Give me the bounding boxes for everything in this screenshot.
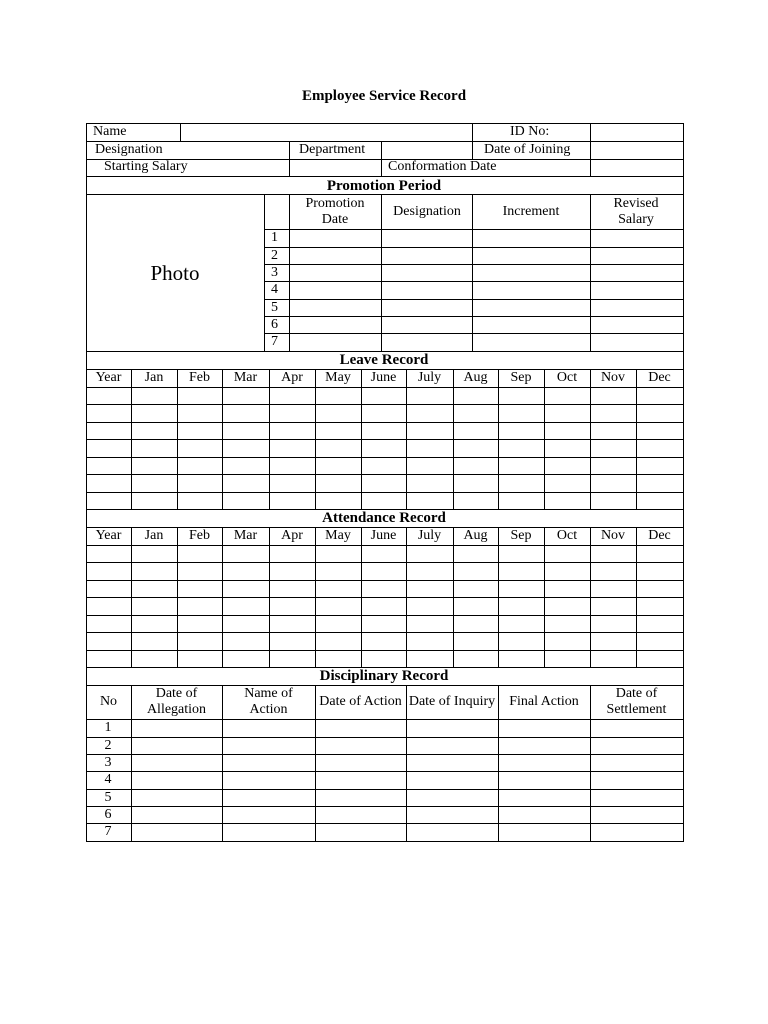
attendance-column-header: June: [370, 528, 397, 543]
grid-line: [289, 141, 290, 177]
disciplinary-row-number: 4: [104, 772, 112, 787]
grid-line: [590, 123, 591, 177]
attendance-column-header: Apr: [281, 528, 303, 543]
id-label: ID No:: [510, 124, 550, 139]
disciplinary-row-number: 6: [104, 806, 112, 822]
grid-line: [264, 247, 684, 248]
grid-line: [86, 404, 684, 405]
promotion-row-number: 7: [271, 334, 278, 349]
disciplinary-row-number: 2: [104, 737, 112, 753]
grid-line: [86, 580, 684, 581]
grid-line: [544, 369, 545, 510]
photo-label: Photo: [150, 261, 200, 285]
leave-column-header: Feb: [189, 370, 210, 385]
grid-line: [590, 194, 591, 352]
attendance-column-header: Mar: [233, 528, 258, 543]
grid-line: [86, 562, 684, 563]
attendance-column-header: Sep: [510, 528, 532, 543]
page-title: Employee Service Record: [301, 88, 467, 104]
leave-heading: Leave Record: [339, 352, 429, 368]
grid-line: [381, 194, 382, 352]
grid-line: [86, 841, 684, 842]
grid-line: [86, 771, 684, 772]
promotion-row-number: 1: [271, 230, 278, 245]
service-record-form: [86, 123, 683, 841]
promotion-column-header: Designation: [393, 204, 461, 219]
disciplinary-column-header: No: [99, 694, 118, 709]
promotion-row-number: 5: [271, 299, 278, 315]
grid-line: [86, 597, 684, 598]
grid-line: [131, 527, 132, 668]
grid-line: [472, 123, 473, 142]
promotion-row-number: 6: [271, 316, 278, 332]
grid-line: [264, 333, 684, 334]
grid-line: [177, 527, 178, 668]
grid-line: [86, 422, 684, 423]
grid-line: [86, 439, 684, 440]
grid-line: [264, 281, 684, 282]
attendance-column-header: Nov: [600, 528, 626, 543]
leave-column-header: Aug: [463, 370, 488, 385]
grid-line: [264, 194, 265, 352]
starting-salary-label: Starting Salary: [104, 159, 188, 174]
leave-column-header: Dec: [648, 370, 671, 385]
grid-line: [498, 527, 499, 668]
disciplinary-column-header: Date of Settlement: [606, 686, 667, 717]
grid-line: [86, 141, 684, 142]
grid-line: [86, 387, 684, 388]
grid-line: [222, 685, 223, 842]
grid-line: [472, 194, 473, 352]
department-label: Department: [299, 142, 366, 157]
leave-column-header: July: [417, 370, 442, 385]
grid-line: [86, 754, 684, 755]
grid-line: [86, 492, 684, 493]
disciplinary-column-header: Date of Inquiry: [408, 694, 496, 709]
attendance-column-header: Dec: [648, 528, 671, 543]
attendance-column-header: Aug: [463, 528, 488, 543]
grid-line: [315, 527, 316, 668]
grid-line: [86, 737, 684, 738]
disciplinary-heading: Disciplinary Record: [319, 668, 449, 684]
grid-line: [264, 299, 684, 300]
attendance-column-header: Feb: [189, 528, 210, 543]
grid-line: [222, 369, 223, 510]
grid-line: [86, 474, 684, 475]
promotion-row-number: 3: [271, 264, 278, 280]
promotion-row-number: 2: [271, 247, 278, 263]
attendance-column-header: May: [325, 528, 351, 543]
conformation-date-label: Conformation Date: [388, 159, 497, 174]
grid-line: [590, 527, 591, 668]
disciplinary-row-number: 1: [104, 720, 112, 735]
grid-line: [544, 527, 545, 668]
grid-line: [472, 141, 473, 160]
grid-line: [683, 123, 684, 842]
grid-line: [498, 369, 499, 510]
grid-line: [406, 369, 407, 510]
grid-line: [453, 527, 454, 668]
grid-line: [86, 806, 684, 807]
leave-column-header: Mar: [233, 370, 258, 385]
grid-line: [590, 369, 591, 510]
leave-column-header: June: [370, 370, 397, 385]
grid-line: [453, 369, 454, 510]
grid-line: [315, 369, 316, 510]
grid-line: [86, 615, 684, 616]
grid-line: [86, 632, 684, 633]
grid-line: [590, 685, 591, 842]
disciplinary-column-header: Date of Allegation: [146, 686, 207, 717]
name-label: Name: [93, 124, 127, 139]
grid-line: [264, 264, 684, 265]
grid-line: [86, 789, 684, 790]
leave-column-header: Nov: [600, 370, 626, 385]
attendance-column-header: Jan: [144, 528, 164, 543]
promotion-column-header: Revised Salary: [613, 196, 659, 227]
designation-label: Designation: [95, 142, 163, 157]
disciplinary-column-header: Name of Action: [244, 686, 293, 717]
disciplinary-column-header: Date of Action: [319, 694, 402, 709]
promotion-heading: Promotion Period: [326, 178, 442, 194]
leave-column-header: Apr: [281, 370, 303, 385]
grid-line: [406, 527, 407, 668]
grid-line: [86, 123, 87, 842]
promotion-column-header: Increment: [502, 204, 560, 219]
grid-line: [86, 545, 684, 546]
leave-column-header: Oct: [556, 370, 578, 385]
leave-column-header: May: [325, 370, 351, 385]
grid-line: [86, 194, 684, 195]
leave-column-header: Year: [95, 370, 122, 385]
grid-line: [381, 141, 382, 177]
grid-line: [289, 194, 290, 352]
disciplinary-row-number: 3: [104, 754, 112, 770]
date-of-joining-label: Date of Joining: [484, 142, 571, 157]
leave-column-header: Sep: [510, 370, 532, 385]
attendance-column-header: July: [417, 528, 442, 543]
promotion-column-header: Promotion Date: [305, 196, 365, 227]
grid-line: [222, 527, 223, 668]
grid-line: [406, 685, 407, 842]
grid-line: [361, 527, 362, 668]
grid-line: [180, 123, 181, 142]
grid-line: [86, 719, 684, 720]
leave-column-header: Jan: [144, 370, 164, 385]
grid-line: [86, 823, 684, 824]
attendance-heading: Attendance Record: [322, 510, 446, 526]
attendance-column-header: Year: [95, 528, 122, 543]
grid-line: [498, 685, 499, 842]
grid-line: [264, 229, 684, 230]
grid-line: [361, 369, 362, 510]
disciplinary-row-number: 7: [104, 824, 112, 839]
grid-line: [86, 123, 684, 124]
grid-line: [269, 369, 270, 510]
grid-line: [86, 457, 684, 458]
grid-line: [131, 369, 132, 510]
attendance-column-header: Oct: [556, 528, 578, 543]
promotion-row-number: 4: [271, 282, 278, 297]
grid-line: [86, 176, 684, 177]
grid-line: [177, 369, 178, 510]
grid-line: [636, 369, 637, 510]
grid-line: [86, 650, 684, 651]
disciplinary-row-number: 5: [104, 789, 112, 805]
disciplinary-column-header: Final Action: [509, 694, 579, 709]
grid-line: [264, 316, 684, 317]
grid-line: [269, 527, 270, 668]
grid-line: [636, 527, 637, 668]
